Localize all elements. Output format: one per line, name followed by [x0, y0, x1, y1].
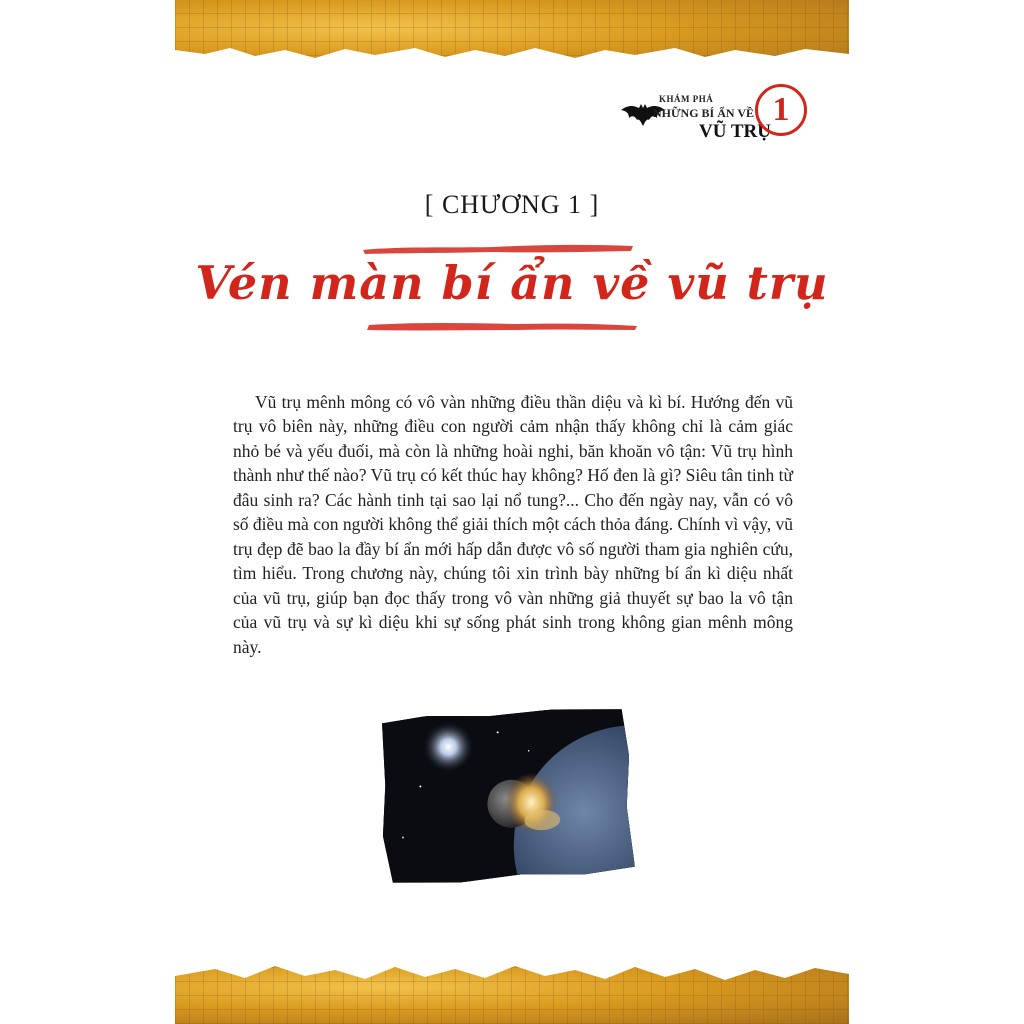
series-line-2: NHỮNG BÍ ẨN VỀ: [653, 106, 755, 120]
series-line-1: KHÁM PHÁ: [659, 94, 714, 104]
chapter-title: Vén màn bí ẩn về vũ trụ: [195, 256, 829, 310]
chapter-heading: [175, 190, 849, 220]
space-collision-image: [377, 706, 635, 887]
top-brush-stroke: [363, 240, 633, 256]
chapter-label: CHƯƠNG 1: [441, 190, 583, 219]
series-line-3: VŨ TRỤ: [699, 121, 771, 142]
volume-number: 1: [755, 84, 807, 136]
bracket-close: ]: [589, 190, 600, 219]
series-logo: [621, 82, 831, 152]
intro-paragraph: Vũ trụ mênh mông có vô vàn những điều thần diệu và kì bí. Hướng đến vũ trụ vô biên này, những điều con người cảm nhận thấy không chỉ là cảm giác nhỏ bé và yếu đuối, mà còn là những hoài nghi, băn khoăn vô tận: Vũ trụ hình thành như thế nào? Vũ trụ có kết thúc hay không? Hố đen là gì? Siêu tân tinh từ đâu sinh ra? Các hành tinh tại sao lại nổ tung?... Cho đến ngày nay, vẫn có vô số điều mà con người không thể giải thích một cách thỏa đáng. Chính vì vậy, vũ trụ đẹp đẽ bao la đầy bí ẩn mới hấp dẫn được vô số người tham gia nghiên cứu, tìm hiểu. Trong chương này, chúng tôi xin trình bày những bí ẩn kì diệu nhất của vũ trụ, giúp bạn đọc thấy trong vô vàn những giả thuyết sự bao la vô tận của vũ trụ và sự kì diệu khi sự sống phát sinh trong không gian mênh mông này.: [233, 391, 793, 657]
bottom-brush-stroke: [367, 318, 637, 334]
top-torn-edge: [175, 40, 849, 80]
bracket-open: [: [424, 190, 435, 219]
bottom-torn-edge: [175, 952, 849, 992]
book-page: [175, 0, 849, 1024]
